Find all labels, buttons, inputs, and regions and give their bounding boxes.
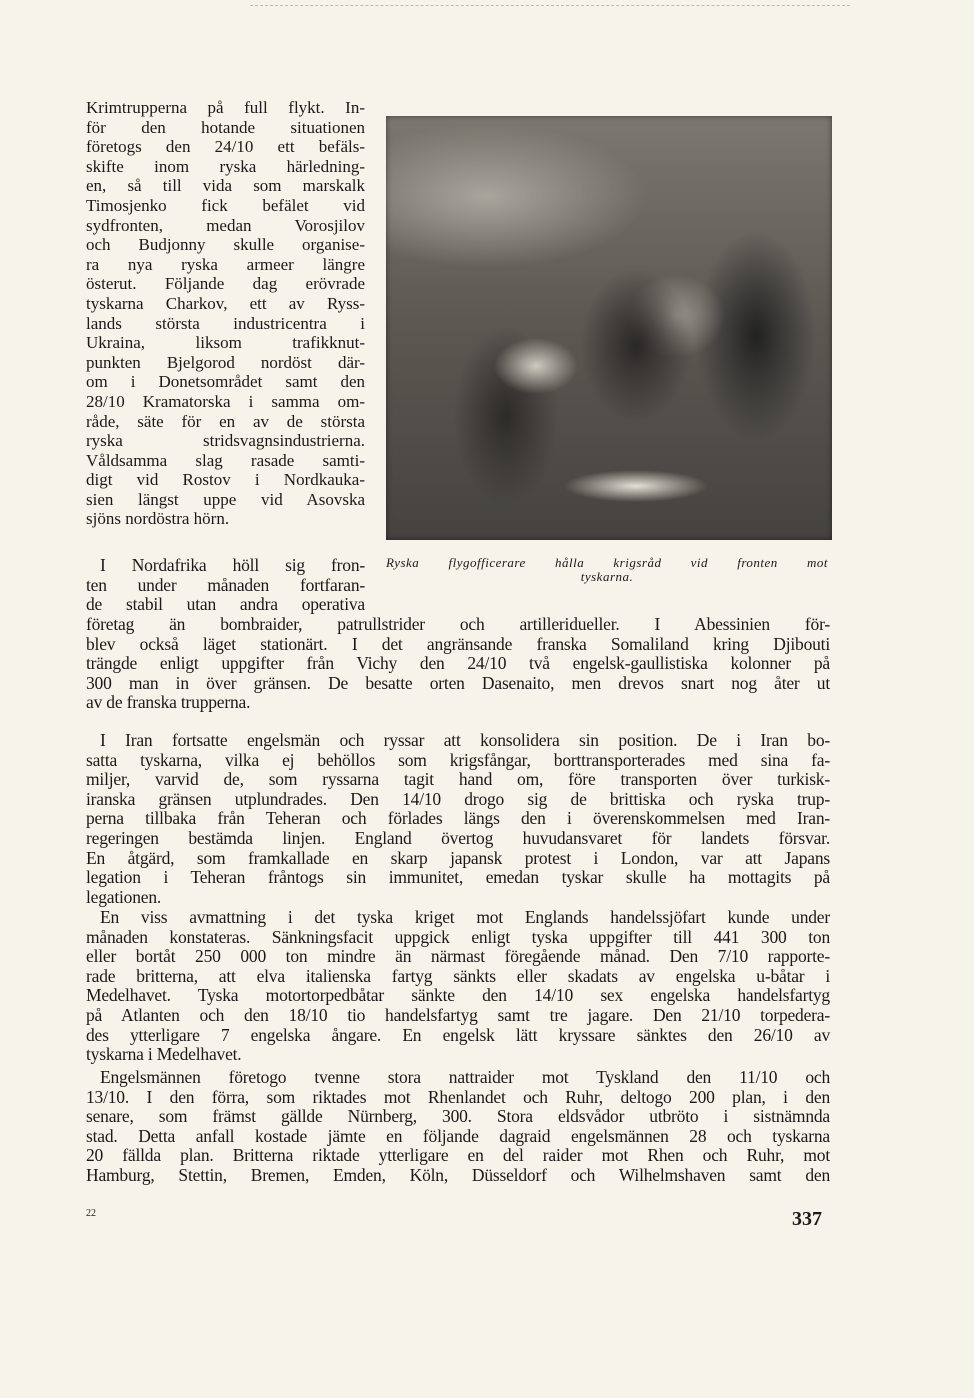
text-line: lands största industricentra i — [86, 313, 365, 333]
text-line: Timosjenko fick befälet vid — [86, 195, 365, 215]
column-paragraph — [86, 98, 365, 529]
text-line: des ytterligare 7 engelska ångare. En engelsk lätt kryssare sänktes den 26/10 av — [86, 1024, 830, 1045]
printer-signature: 22 — [86, 1208, 96, 1219]
text-line: för den hotande situationen — [86, 117, 365, 137]
nattraider-paragraph — [86, 1068, 830, 1186]
text-line: österut. Följande dag erövrade — [86, 274, 365, 294]
text-line: ra nya ryska armeer längre — [86, 254, 365, 274]
text-line: sien längst uppe vid Asovska — [86, 489, 365, 509]
text-line: sydfronten, medan Vorosjilov — [86, 215, 365, 235]
text-line: legation i Teheran fråntogs sin immunitet, emedan tyskar skulle ha mottagits på — [86, 867, 830, 888]
top-rule — [250, 5, 850, 6]
text-line: 28/10 Kramatorska i samma om- — [86, 391, 365, 411]
photo-russian-officers — [386, 116, 832, 540]
text-line: företag än bombraider, patrullstrider och artilleridueller. I Abessinien för- — [86, 614, 830, 634]
text-line: trängde enligt uppgifter från Vichy den 24/10 två engelsk-gaullistiska kolonner på — [86, 653, 830, 674]
text-line: företogs den 24/10 ett befäls- — [86, 137, 365, 157]
text-line: miljer, varvid de, som ryssarna tagit hand om, före transporten över turkisk- — [86, 769, 830, 790]
text-line: om i Donetsområdet samt den — [86, 372, 365, 392]
text-line: I Nordafrika höll sig fron- — [100, 555, 365, 575]
text-line: Ukraina, liksom trafikknut- — [86, 333, 365, 353]
text-line: Våldsamma slag rasade samti- — [86, 450, 365, 470]
text-line: månaden konstateras. Sänkningsfacit uppgick enligt tyska uppgifter till 441 300 ton — [86, 926, 830, 947]
iran-paragraph — [86, 731, 830, 907]
text-line: tyskarna i Medelhavet. — [86, 1044, 242, 1065]
text-line: Hamburg, Stettin, Bremen, Emden, Köln, Düsseldorf och Wilhelmshaven samt den — [86, 1164, 830, 1185]
text-line: ryska stridsvagnsindustrierna. — [86, 431, 365, 451]
text-line: Krimtrupperna på full flykt. In- — [86, 98, 365, 117]
text-line: digt vid Rostov i Nordkauka- — [86, 470, 365, 490]
text-line: blev också läget stationärt. I det angränsande franska Somaliland kring Djibouti — [86, 633, 830, 654]
text-line: 20 fällda plan. Britterna riktade ytterligare en del raider mot Rhen och Ruhr, mot — [86, 1145, 830, 1166]
text-line: råde, säte för en av de största — [86, 411, 365, 431]
text-line: regeringen bestämda linjen. England övertog huvudansvaret för landets försvar. — [86, 827, 830, 848]
text-line: tyskarna Charkov, ett av Ryss- — [86, 293, 365, 313]
text-line: En viss avmattning i det tyska kriget mot Englands handelssjöfart kunde under — [100, 907, 830, 927]
nordafrika-paragraph-column — [86, 556, 365, 615]
text-line: Medelhavet. Tyska motortorpedbåtar sänkte den 14/10 sex engelska handelsfartyg — [86, 985, 830, 1006]
text-line: punkten Bjelgorod nordöst där- — [86, 352, 365, 372]
text-line: iranska gränsen utplundrades. Den 14/10 drogo sig de brittiska och ryska trup- — [86, 788, 830, 809]
text-line: satta tyskarna, vilka ej behöllos som krigsfångar, borttransporterades med sina fa- — [86, 749, 830, 770]
text-line: 300 man in över gränsen. De besatte orten Dasenaito, men drevos snart nog åter ut — [86, 672, 830, 693]
text-line: 13/10. I den förra, som riktades mot Rhenlandet och Ruhr, deltogo 200 plan, i den — [86, 1086, 830, 1107]
text-line: senare, som främst gällde Nürnberg, 300. Stora eldsvådor utbröto i sistnämnda — [86, 1106, 830, 1127]
text-line: perna tillbaka från Teheran och förlades längs den i överenskommelsen med Iran- — [86, 808, 830, 829]
text-line: skifte inom ryska härledning- — [86, 156, 365, 176]
text-line: sjöns nordöstra hörn. — [86, 509, 230, 529]
caption-line-2: tyskarna. — [580, 569, 634, 584]
text-line: de stabil utan andra operativa — [86, 594, 365, 615]
text-line: en, så till vida som marskalk — [86, 176, 365, 196]
text-line: stad. Detta anfall kostade jämte en följande dagraid engelsmännen 28 och tyskarna — [86, 1125, 830, 1146]
caption-line-1: Ryska flygofficerare hålla krigsråd vid fronten mot — [386, 555, 828, 570]
page-number: 337 — [792, 1208, 822, 1230]
text-line: eller bortåt 250 000 ton mindre än närmast föregående månad. Den 7/10 rapporte- — [86, 946, 830, 967]
nordafrika-paragraph-full — [86, 615, 830, 713]
sjofart-paragraph — [86, 908, 830, 1065]
text-line: Engelsmännen företogo tvenne stora nattraider mot Tyskland den 11/10 och — [100, 1067, 830, 1087]
text-line: ten under månaden fortfaran- — [86, 574, 365, 595]
text-line: En åtgärd, som framkallade en skarp japansk protest i London, var att Japans — [86, 847, 830, 868]
text-line: på Atlanten och den 18/10 tio handelsfartyg samt tre jagare. Den 21/10 torpedera- — [86, 1004, 830, 1025]
text-line: rade britterna, att elva italienska fartyg sänkts eller skadats av engelska u-båtar i — [86, 965, 830, 986]
text-line: av de franska trupperna. — [86, 692, 251, 713]
text-line: legationen. — [86, 886, 162, 907]
text-line: I Iran fortsatte engelsmän och ryssar att konsolidera sin position. De i Iran bo- — [100, 730, 830, 750]
text-line: och Budjonny skulle organise- — [86, 235, 365, 255]
